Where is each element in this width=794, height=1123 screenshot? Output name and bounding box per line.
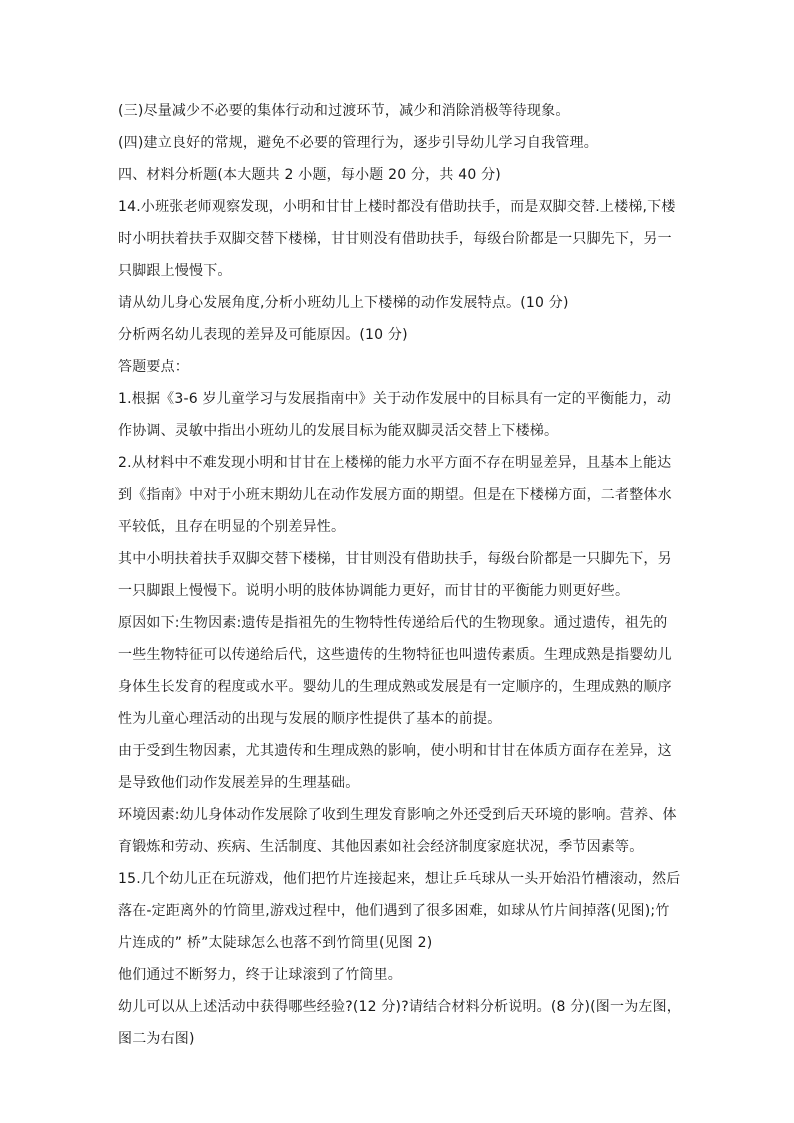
question-15-line-1: 15.几个幼儿正在玩游戏，他们把竹片连接起来，想让乒乓球从一头开始沿竹槽滚动，然后 <box>118 871 681 887</box>
paragraph-line-2: (四)建立良好的常规，避免不必要的管理行为，逐步引导幼儿学习自我管理。 <box>118 135 598 151</box>
question-15-line-4: 他们通过不断努力，终于让球滚到了竹筒里。 <box>118 967 402 983</box>
question-15-line-3: 片连成的” 桥”太陡球怎么也落不到竹筒里(见图 2) <box>118 935 433 951</box>
answer-point-2-line-3: 平较低，且存在明显的个别差异性。 <box>118 519 346 535</box>
paragraph-line-1: (三)尽量减少不必要的集体行动和过渡环节，减少和消除消极等待现象。 <box>118 103 570 119</box>
answer-point-1-line-2: 作协调、灵敏中指出小班幼儿的发展目标为能双脚灵活交替上下楼梯。 <box>118 423 559 439</box>
biological-factors-line-2: 一些生物特征可以传递给后代，这些遗传的生物特征也叫遗传素质。生理成熟是指婴幼儿 <box>118 647 672 663</box>
section-heading-material-analysis: 四、材料分析题(本大题共 2 小题，每小题 20 分，共 40 分) <box>118 167 501 183</box>
question-14-line-2: 时小明扶着扶手双脚交替下楼梯，甘甘则没有借助扶手，每级台阶都是一只脚先下，另一 <box>118 231 672 247</box>
question-14-line-3: 只脚跟上慢慢下。 <box>118 263 232 279</box>
biological-factors-line-3: 身体生长发育的程度或水平。婴幼儿的生理成熟或发展是有一定顺序的，生理成熟的顺序 <box>118 679 672 695</box>
environmental-factors-line-1: 环境因素:幼儿身体动作发展除了收到生理发育影响之外还受到后天环境的影响。营养、体 <box>118 807 677 823</box>
question-14-prompt-2: 分析两名幼儿表现的差异及可能原因。(10 分) <box>118 327 408 343</box>
question-15-line-2: 落在-定距离外的竹筒里,游戏过程中，他们遇到了很多困难，如球从竹片间掉落(见图);竹 <box>118 903 670 919</box>
conclusion-line-1: 由于受到生物因素，尤其遗传和生理成熟的影响，使小明和甘甘在体质方面存在差异，这 <box>118 743 672 759</box>
question-14-prompt-1: 请从幼儿身心发展角度,分析小班幼儿上下楼梯的动作发展特点。(10 分) <box>118 295 569 311</box>
question-15-prompt-line-2: 图二为右图) <box>118 1031 195 1047</box>
biological-factors-line-4: 性为儿童心理活动的出现与发展的顺序性提供了基本的前提。 <box>118 711 502 727</box>
biological-factors-line-1: 原因如下:生物因素:遗传是指祖先的生物特性传递给后代的生物现象。通过遗传，祖先的 <box>118 615 668 631</box>
document-body <box>118 100 684 1051</box>
conclusion-line-2: 是导致他们动作发展差异的生理基础。 <box>118 775 360 791</box>
question-15-prompt-line-1: 幼儿可以从上述活动中获得哪些经验?(12 分)?请结合材料分析说明。(8 分)(图一为左图， <box>118 999 681 1015</box>
comparison-line-2: 一只脚跟上慢慢下。说明小明的肢体协调能力更好，而甘甘的平衡能力则更好些。 <box>118 583 630 599</box>
answer-point-1-line-1: 1.根据《3-6 岁儿童学习与发展指南中》关于动作发展中的目标具有一定的平衡能力，动 <box>118 391 672 407</box>
environmental-factors-line-2: 育锻炼和劳动、疾病、生活制度、其他因素如社会经济制度家庭状况，季节因素等。 <box>118 839 644 855</box>
answer-points-heading: 答题要点： <box>118 359 189 375</box>
answer-point-2-line-2: 到《指南》中对于小班末期幼儿在动作发展方面的期望。但是在下楼梯方面，二者整体水 <box>118 487 672 503</box>
comparison-line-1: 其中小明扶着扶手双脚交替下楼梯，甘甘则没有借助扶手，每级台阶都是一只脚先下，另 <box>118 551 672 567</box>
answer-point-2-line-1: 2.从材料中不难发现小明和甘甘在上楼梯的能力水平方面不存在明显差异，且基本上能达 <box>118 455 672 471</box>
question-14-line-1: 14.小班张老师观察发现，小明和甘甘上楼时都没有借助扶手，而是双脚交替.上楼梯,下楼 <box>118 199 676 215</box>
